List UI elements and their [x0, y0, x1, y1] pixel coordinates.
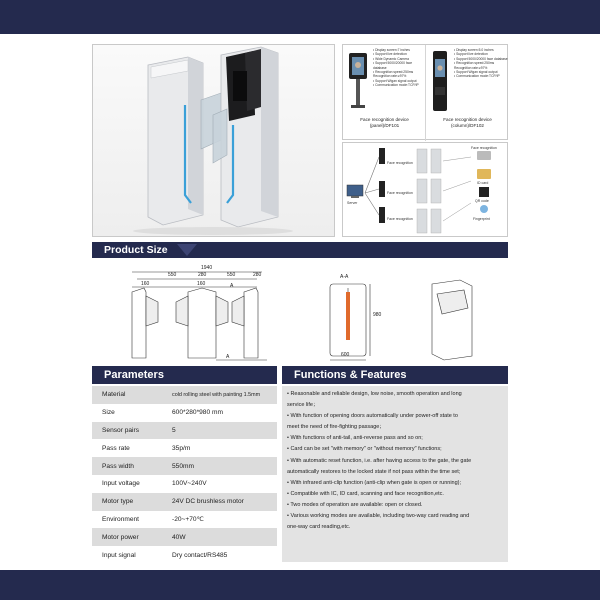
panel-spec-list: [373, 48, 425, 88]
height-dimension: 980: [373, 312, 382, 318]
param-key: Material: [102, 391, 126, 399]
spec-item: • Support live detection: [373, 52, 425, 56]
features-list: [282, 386, 508, 562]
param-value: -20~+70℃: [172, 516, 204, 524]
param-key: Motor power: [102, 533, 139, 541]
section-marker: A: [230, 283, 234, 289]
table-row: [92, 546, 277, 564]
table-row: [92, 404, 277, 422]
feature-line: • Various working modes are available, including two-way card reading and: [287, 513, 470, 520]
server-label: Server: [347, 201, 358, 205]
param-value: 24V DC brushless motor: [172, 498, 244, 506]
header-band: [0, 0, 600, 34]
face-recognition-label: Face recognition: [387, 161, 413, 165]
feature-line: one-way card reading,etc.: [287, 524, 351, 531]
gap-dimension: 280: [198, 272, 207, 278]
footer-band: [0, 570, 600, 600]
table-row: [92, 457, 277, 475]
section-title: Functions & Features: [294, 369, 407, 381]
gap-dimension: 280: [253, 272, 262, 278]
feature-line: • With function of opening doors automatically under power-off state to: [287, 413, 458, 420]
column-device-icon: [426, 47, 454, 117]
spec-item: • Recognition speed:250ms Recognition rate:≥97%: [454, 61, 508, 70]
feature-line: meet the need of fire-fighting passage；: [287, 424, 385, 431]
feature-line: • Reasonable and reliable design, low noise, smooth operation and long: [287, 391, 462, 397]
table-row: [92, 493, 277, 511]
column-device-caption: [426, 117, 509, 129]
caption-line: (column)/DF102: [451, 123, 484, 128]
face-recognition-label: Face recognition: [387, 217, 413, 221]
features-header: [282, 366, 508, 384]
spec-item: • Support Wigan signal output: [454, 70, 508, 74]
spec-item: • Communication mode:TCP/IP: [454, 74, 508, 78]
caption-line: Face recognition device: [443, 117, 492, 122]
param-key: Environment: [102, 515, 140, 523]
section-view-label: A-A: [340, 274, 349, 280]
table-row: [92, 439, 277, 457]
table-row: [92, 528, 277, 546]
table-row: [92, 386, 277, 404]
parameters-header: [92, 366, 277, 384]
caption-line: Face recognition device: [360, 117, 409, 122]
spec-item: • Support 5000/20000 face database: [373, 61, 425, 70]
spec-item: • Support 5000/20000 face database: [454, 57, 508, 61]
feature-line: • Card can be set "with memory" or "without memory" functions;: [287, 446, 442, 453]
spec-item: • Display screen:5.0 inches: [454, 48, 508, 52]
spec-item: • Wide Dynamic Camera: [373, 57, 425, 61]
product-size-header: [92, 242, 508, 258]
column-spec-list: [454, 48, 508, 79]
depth-dimension: 600: [341, 352, 350, 358]
total-width-dimension: 1940: [201, 265, 213, 271]
param-value: 40W: [172, 533, 186, 541]
spec-item: • Recognition speed:250ms Recognition rate:≥97%: [373, 70, 425, 79]
spec-item: • Communication mode:TCP/IP: [373, 83, 425, 87]
feature-line: automatically restores to the locked state if not pass within the time set;: [287, 468, 461, 475]
feature-line: service life；: [287, 402, 319, 409]
spec-item: • Display screen:7 inches: [373, 48, 425, 52]
spec-item: • Support Wigan signal output: [373, 79, 425, 83]
param-key: Pass rate: [102, 444, 130, 452]
dimension-drawings: [92, 262, 508, 362]
feature-line: • Two modes of operation are available: open or closed.: [287, 501, 423, 508]
panel-device-column: [343, 45, 426, 141]
feature-line: • With functions of anti-tail, anti-reverse pass and so on;: [287, 435, 423, 442]
param-value: 35p/m: [172, 444, 191, 452]
param-key: Motor type: [102, 498, 134, 506]
product-photo: [92, 44, 335, 237]
param-key: Sensor pairs: [102, 426, 140, 434]
gap-dimension: 550: [227, 272, 236, 278]
section-title: Parameters: [104, 369, 164, 381]
table-row: [92, 422, 277, 440]
header-accent: [177, 244, 197, 256]
fingerprint-label: Fingerprint: [473, 217, 490, 221]
qr-code-label: QR code: [475, 199, 489, 203]
param-value: 600*280*980 mm: [172, 409, 223, 417]
param-key: Input signal: [102, 551, 136, 559]
section-title: Product Size: [104, 244, 168, 256]
param-value: 100V~240V: [172, 480, 207, 488]
panel-device-icon: [343, 47, 373, 117]
device-spec-panel: [342, 44, 508, 140]
recognition-diagram: [342, 142, 508, 237]
id-card-label: ID card: [477, 181, 489, 185]
network-diagram: [343, 143, 509, 238]
panel-device-caption: [343, 117, 426, 129]
feature-line: • Compatible with IC, ID card, scanning and face recognition,etc.: [287, 490, 444, 497]
spec-item: • Support live detection: [454, 52, 508, 56]
lane-dimension: 160: [141, 281, 150, 287]
param-key: Input voltage: [102, 480, 140, 488]
feature-line: • With infrared anti-clip function (anti-clip when gate is open or running);: [287, 479, 462, 486]
param-key: Size: [102, 409, 115, 417]
param-value: Dry contact/RS485: [172, 551, 228, 559]
param-value: 550mm: [172, 462, 194, 470]
face-recognition-label: Face recognition: [387, 191, 413, 195]
caption-line: (panel)/DF101: [369, 123, 400, 128]
param-key: Pass width: [102, 462, 134, 470]
section-marker: A: [226, 354, 230, 360]
param-value: cold rolling steel with painting 1.5mm: [172, 391, 261, 398]
arm-highlight: [346, 292, 350, 340]
table-row: [92, 475, 277, 493]
feature-line: • With automatic reset function, i.e. after having access to the gate, the gate: [287, 457, 472, 464]
table-row: [92, 511, 277, 529]
parameters-table: [92, 386, 277, 564]
param-value: 5: [172, 426, 176, 434]
gap-dimension: 550: [168, 272, 177, 278]
face-recognition-label: Face recognition: [471, 146, 497, 150]
column-device-column: [426, 45, 509, 141]
lane-dimension: 160: [197, 281, 206, 287]
turnstile-illustration: [93, 45, 335, 237]
